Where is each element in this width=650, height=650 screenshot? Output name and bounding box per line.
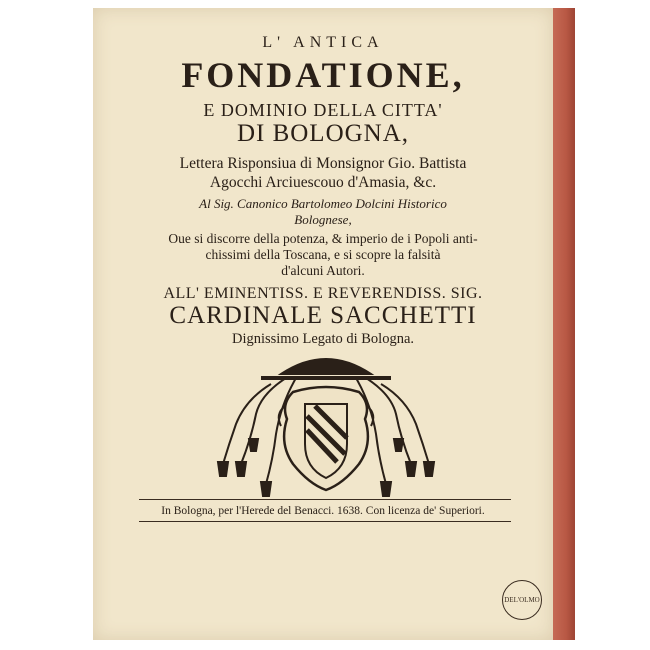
imprint-rule-bottom [139, 521, 511, 522]
title-page [93, 8, 553, 640]
title-line-antica: L' ANTICA [262, 34, 384, 51]
book-spine-edge [553, 8, 575, 640]
coat-of-arms-icon [201, 344, 451, 502]
description-line-2: chissimi della Toscana, e si scopre la falsità [205, 247, 441, 262]
title-line-fondatione: FONDATIONE, [181, 55, 465, 95]
dedication-line-dolcini: Al Sig. Canonico Bartolomeo Dolcini Historico [199, 196, 447, 211]
description-line-3: d'alcuni Autori. [281, 263, 365, 278]
description-line-1: Oue si discorre della potenza, & imperio de i Popoli anti- [168, 231, 478, 246]
library-stamp-icon [502, 580, 542, 620]
subtitle-line-lettera: Lettera Risponsiua di Monsignor Gio. Battista [179, 155, 467, 172]
stamp-text: DEL'OLMO [504, 596, 540, 604]
title-line-bologna: DI BOLOGNA, [236, 120, 410, 147]
dedication-line-bolognese: Bolognese, [294, 212, 352, 227]
address-line-legato: Dignissimo Legato di Bologna. [231, 331, 415, 347]
address-line-eminentiss: ALL' EMINENTISS. E REVERENDISS. SIG. [163, 285, 483, 302]
imprint-rule-top [139, 499, 511, 500]
subtitle-line-agocchi: Agocchi Arciuescouo d'Amasia, &c. [209, 174, 437, 191]
title-line-dominio: E DOMINIO DELLA CITTA' [203, 100, 443, 120]
imprint-line: In Bologna, per l'Herede del Benacci. 1638. Con licenza de' Superiori. [161, 505, 485, 517]
address-line-cardinale: CARDINALE SACCHETTI [169, 302, 477, 329]
